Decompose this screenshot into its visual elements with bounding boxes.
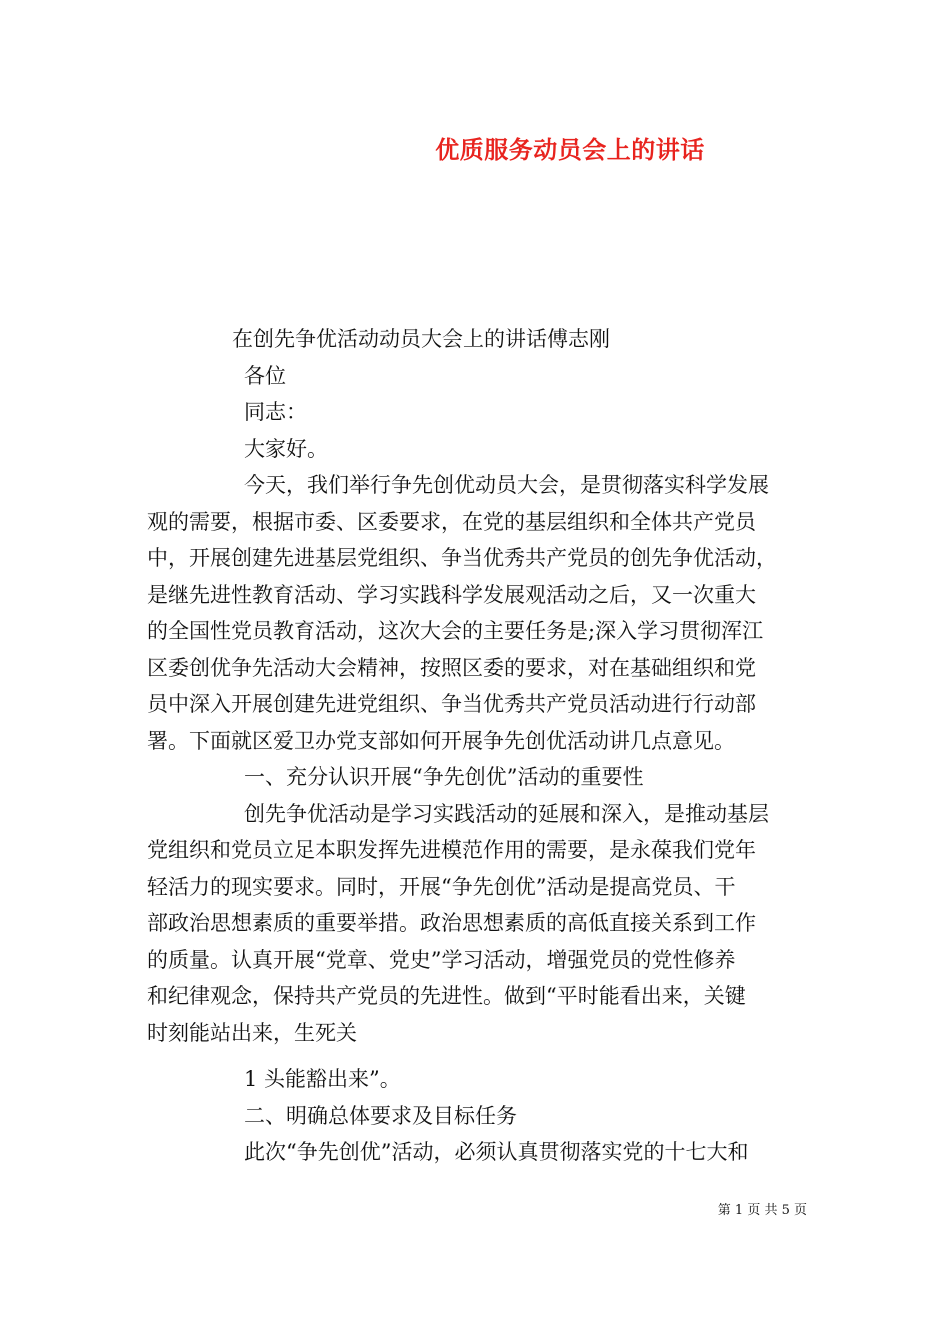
paragraph-line: 此次“争先创优”活动，必须认真贯彻落实党的十七大和 [244, 1140, 749, 1164]
paragraph-line: 部政治思想素质的重要举措。政治思想素质的高低直接关系到工作 [147, 911, 756, 935]
paragraph-line: 是继先进性教育活动、学习实践科学发展观活动之后，又一次重大 [147, 583, 756, 607]
paragraph-line: 的质量。认真开展“党章、党史”学习活动，增强党员的党性修养 [147, 948, 736, 972]
speech-heading: 在创先争优活动动员大会上的讲话傅志刚 [232, 327, 610, 351]
section-heading: 二、明确总体要求及目标任务 [244, 1104, 517, 1128]
paragraph-line: 署。下面就区爱卫办党支部如何开展争先创优活动讲几点意见。 [147, 729, 735, 753]
greeting-line: 大家好。 [244, 437, 328, 461]
paragraph-line: 区委创优争先活动大会精神，按照区委的要求，对在基础组织和党 [147, 656, 756, 680]
salutation-line: 同志： [244, 400, 307, 424]
paragraph-line: 观的需要，根据市委、区委要求，在党的基层组织和全体共产党员 [147, 510, 756, 534]
paragraph-line: 1 头能豁出来”。 [244, 1067, 401, 1091]
paragraph-line: 轻活力的现实要求。同时，开展“争先创优”活动是提高党员、干 [147, 875, 736, 899]
paragraph-line: 员中深入开展创建先进党组织、争当优秀共产党员活动进行行动部 [147, 692, 756, 716]
paragraph-line: 的全国性党员教育活动，这次大会的主要任务是;深入学习贯彻浑江 [147, 619, 764, 643]
paragraph-line: 时刻能站出来，生死关 [147, 1021, 357, 1045]
paragraph-line: 中，开展创建先进基层党组织、争当优秀共产党员的创先争优活动， [147, 546, 777, 570]
paragraph-line: 创先争优活动是学习实践活动的延展和深入，是推动基层 [244, 802, 769, 826]
page-number: 第 1 页 共 5 页 [717, 1203, 807, 1218]
section-heading: 一、充分认识开展“争先创优”活动的重要性 [244, 765, 644, 789]
paragraph-line: 今天，我们举行争先创优动员大会，是贯彻落实科学发展 [244, 473, 769, 497]
paragraph-line: 和纪律观念，保持共产党员的先进性。做到“平时能看出来，关键 [147, 984, 746, 1008]
document-title: 优质服务动员会上的讲话 [435, 135, 705, 164]
salutation-line: 各位 [244, 364, 286, 388]
paragraph-line: 党组织和党员立足本职发挥先进模范作用的需要，是永葆我们党年 [147, 838, 756, 862]
